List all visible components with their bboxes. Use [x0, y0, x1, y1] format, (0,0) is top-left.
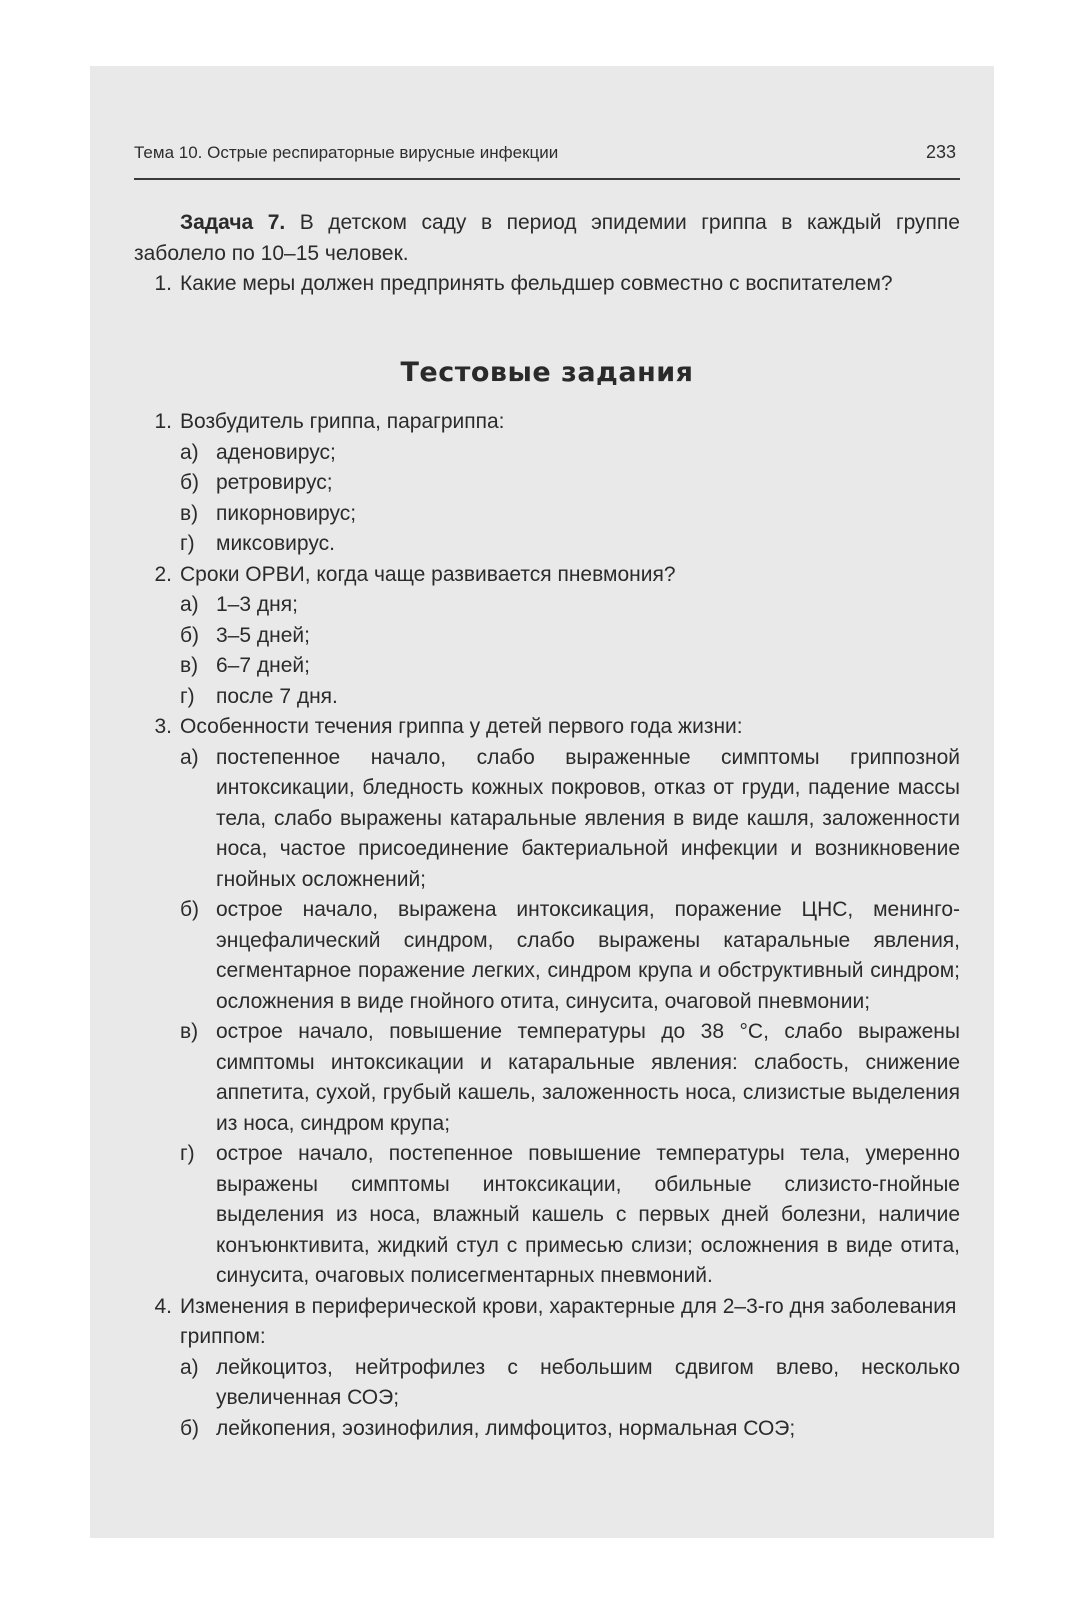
test-question: [134, 1292, 960, 1445]
option-text: аденовирус;: [216, 440, 336, 464]
question-body: [180, 407, 960, 560]
option-letter: б): [180, 898, 200, 921]
answer-option: [180, 499, 960, 530]
option-text: 1–3 дня;: [216, 593, 298, 616]
answer-option: [180, 529, 960, 560]
test-question: [134, 712, 960, 1292]
answer-option: [180, 438, 960, 469]
option-text: после 7 дня.: [216, 684, 338, 708]
answer-option: [180, 1353, 960, 1414]
task-paragraph: [134, 208, 960, 269]
option-letter: г): [180, 684, 195, 708]
option-text: острое начало, выражена интоксикация, поражение ЦНС, менинго-энцефалический синдром, слабо выражены катаральные явления, сегментарное поражение легких, синдром крупа и обструктивный синдром; осложнения в виде гнойного отита, синусита, очаговой пневмонии;: [216, 898, 960, 1013]
page-number: 233: [925, 142, 956, 162]
task-label: Задача 7.: [180, 211, 286, 234]
question-body: [180, 560, 960, 713]
question-number: 1.: [154, 410, 172, 433]
test-question: [134, 560, 960, 713]
section-title: Тестовые задания: [400, 357, 694, 388]
option-text: миксовирус.: [216, 532, 335, 555]
option-letter: б): [180, 1416, 200, 1440]
answer-option: [180, 1139, 960, 1292]
option-letter: а): [180, 1355, 199, 1379]
answer-option: [180, 682, 960, 713]
option-letter: а): [180, 440, 199, 464]
option-letter: г): [180, 532, 195, 555]
question-body: [180, 1292, 960, 1445]
running-header: [134, 142, 960, 163]
task-question-number: 1.: [154, 272, 172, 295]
answer-option: [180, 621, 960, 652]
answer-option: [180, 1414, 960, 1445]
question-number: 3.: [154, 715, 172, 738]
option-text: 3–5 дней;: [216, 623, 310, 647]
question-number: 4.: [154, 1294, 172, 1318]
task-text: В детском саду в период эпидемии гриппа в каждый группе заболело по 10–15 человек.: [134, 211, 960, 265]
question-text: Изменения в периферической крови, характерные для 2–3-го дня заболевания гриппом:: [180, 1294, 957, 1348]
question-body: [180, 712, 960, 1292]
option-letter: а): [180, 593, 199, 616]
chapter-title: Тема 10. Острые респираторные вирусные инфекции: [134, 143, 559, 162]
question-text: Особенности течения гриппа у детей первого года жизни:: [180, 715, 743, 738]
answer-option: [180, 468, 960, 499]
answer-option: [180, 590, 960, 621]
option-text: ретровирус;: [216, 471, 333, 494]
task-questions: [134, 269, 960, 300]
question-text: Возбудитель гриппа, парагриппа:: [180, 410, 505, 433]
option-letter: б): [180, 471, 200, 494]
test-questions: [134, 407, 960, 1444]
task-question: [134, 269, 960, 300]
option-text: лейкоцитоз, нейтрофилез с небольшим сдвигом влево, несколько увеличенная СОЭ;: [216, 1355, 960, 1409]
option-text: лейкопения, эозинофилия, лимфоцитоз, нормальная СОЭ;: [216, 1416, 796, 1440]
option-letter: а): [180, 745, 199, 769]
answer-option: [180, 1017, 960, 1139]
task-block: [134, 208, 960, 300]
answer-option: [180, 895, 960, 1017]
option-text: постепенное начало, слабо выраженные симптомы гриппозной интоксикации, бледность кожных покровов, отказ от груди, падение массы тела, слабо выражены катаральные явления в виде кашля, заложенности носа, частое присоединение бактериальной инфекции и возникновение гнойных осложнений;: [216, 745, 960, 891]
answer-option: [180, 743, 960, 896]
answer-option: [180, 651, 960, 682]
test-question: [134, 407, 960, 560]
option-letter: в): [180, 501, 199, 525]
option-text: острое начало, постепенное повышение температуры тела, умеренно выражены симптомы интоксикации, обильные слизисто-гнойные выделения из носа, влажный кашель с первых дней болезни, наличие конъюнктивита, жидкий стул с примесью слизи; осложнения в виде отита, синусита, очаговых полисегментарных пневмоний.: [216, 1142, 960, 1287]
option-letter: в): [180, 1020, 199, 1043]
option-letter: г): [180, 1142, 195, 1165]
option-letter: б): [180, 623, 200, 647]
option-text: 6–7 дней;: [216, 654, 310, 677]
question-number: 2.: [154, 562, 172, 586]
option-text: острое начало, повышение температуры до 38 °С, слабо выражены симптомы интоксикации и катаральные явления: слабость, снижение аппетита, сухой, грубый кашель, заложенность носа, слизистые выделения из носа, синдром крупа;: [216, 1020, 960, 1135]
question-text: Сроки ОРВИ, когда чаще развивается пневмония?: [180, 562, 676, 586]
option-letter: в): [180, 654, 199, 677]
option-text: пикорновирус;: [216, 501, 357, 525]
header-rule: [134, 178, 960, 180]
task-question-text: Какие меры должен предпринять фельдшер совместно с воспитателем?: [180, 272, 893, 295]
book-page: [134, 66, 960, 1538]
